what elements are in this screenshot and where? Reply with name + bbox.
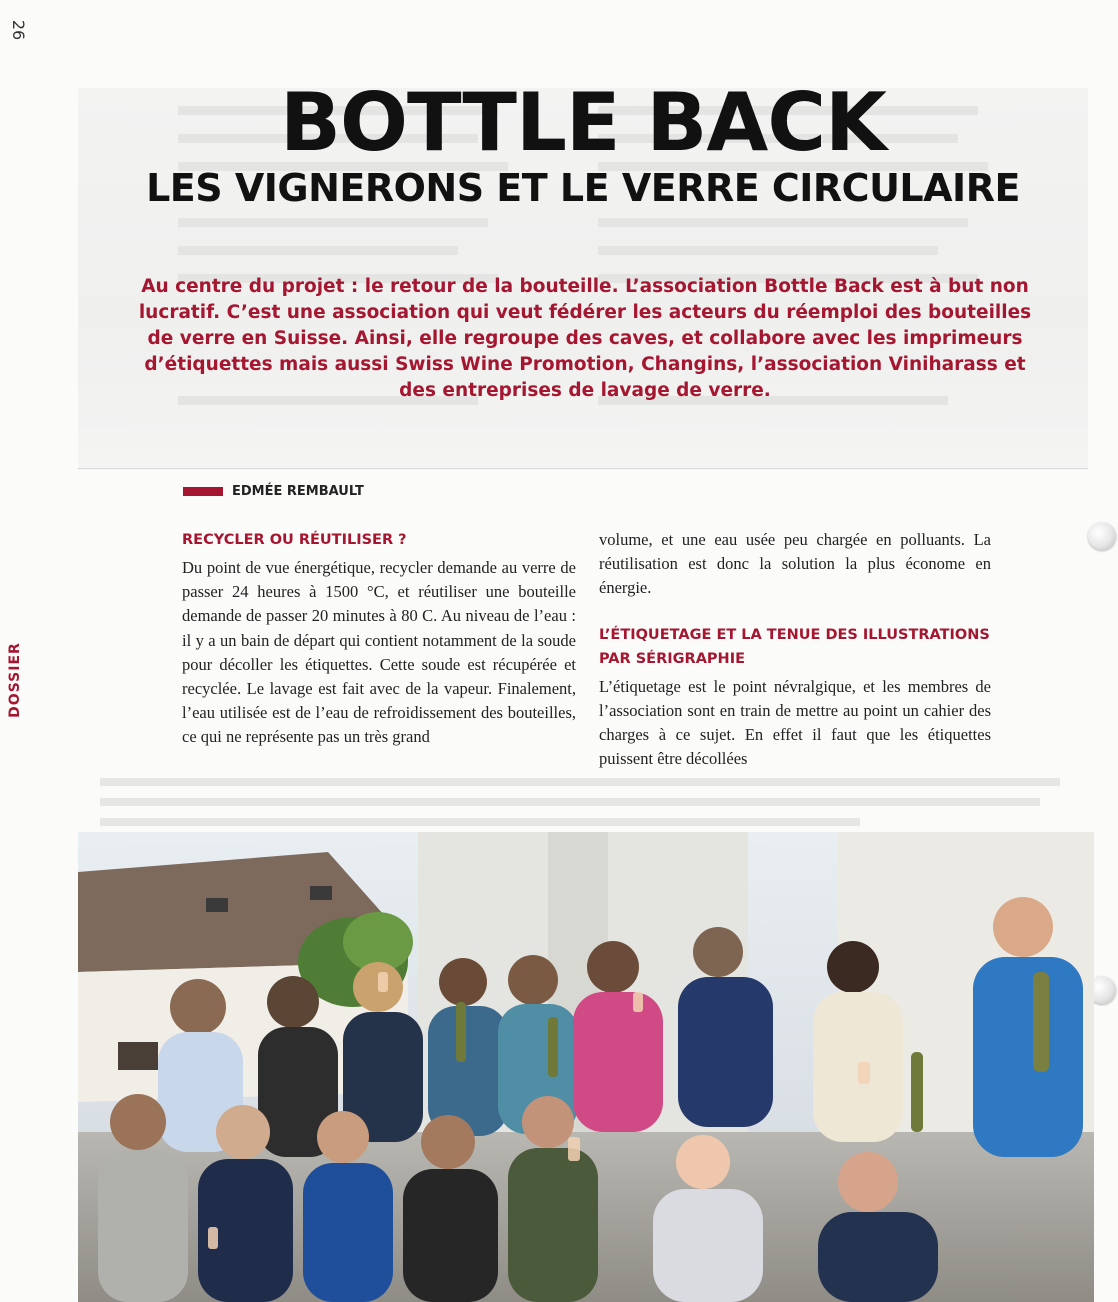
byline <box>183 484 364 499</box>
column-left <box>182 528 576 750</box>
article-lead: Au centre du projet : le retour de la bouteille. L’association Bottle Back est à but non lucratif. C’est une association qui veut fédérer les acteurs du réemploi des bouteilles de verre en Suisse. Ainsi, elle regroupe des caves, et collabore avec les imprimeurs d’étiquettes mais aussi Swiss Wine Promotion, Changins, l’association Viniharass et des entreprises de lavage de verre. <box>138 276 1032 401</box>
section-heading-recycle: RECYCLER OU RÉUTILISER ? <box>182 532 407 548</box>
article-subtitle: LES VIGNERONS ET LE VERRE CIRCULAIRE <box>146 166 1020 210</box>
author-name: EDMÉE REMBAULT <box>232 484 364 499</box>
page-number: 26 <box>9 19 28 41</box>
byline-accent-bar <box>183 487 223 496</box>
article-title: BOTTLE BACK <box>279 76 887 169</box>
group-photo <box>78 832 1094 1302</box>
section-heading-labeling: L’ÉTIQUETAGE ET LA TENUE DES ILLUSTRATIONS PAR SÉRIGRAPHIE <box>599 626 990 667</box>
header-rule <box>78 468 1088 469</box>
section-body-labeling: L’étiquetage est le point névralgique, et les membres de l’association sont en train de mettre au point un cahier des charges à ce sujet. En effet il faut que les étiquettes puissent être décollées <box>599 676 991 769</box>
binder-hole-top <box>1088 522 1116 550</box>
show-through-texture-lower <box>100 772 1080 832</box>
section-body-recycle: Du point de vue énergétique, recycler demande au verre de passer 24 heures à 1500 °C, et réutiliser une bouteille demande de passer 20 minutes à 80 C. Au niveau de l’eau : il y a un bain de départ qui contient notamment de la soude pour décoller les étiquettes. Cette soude est récupérée et recyclée. Le lavage est fait avec de la vapeur. Finalement, l’eau utilisée est de l’eau de refroidissement des bouteilles, ce qui ne représente pas un très grand <box>182 558 576 747</box>
section-body-recycle-continued: volume, et une eau usée peu chargée en polluants. La réutilisation est donc la solution la plus économe en énergie. <box>599 530 991 598</box>
section-label: DOSSIER <box>7 642 23 718</box>
column-right <box>599 528 991 771</box>
